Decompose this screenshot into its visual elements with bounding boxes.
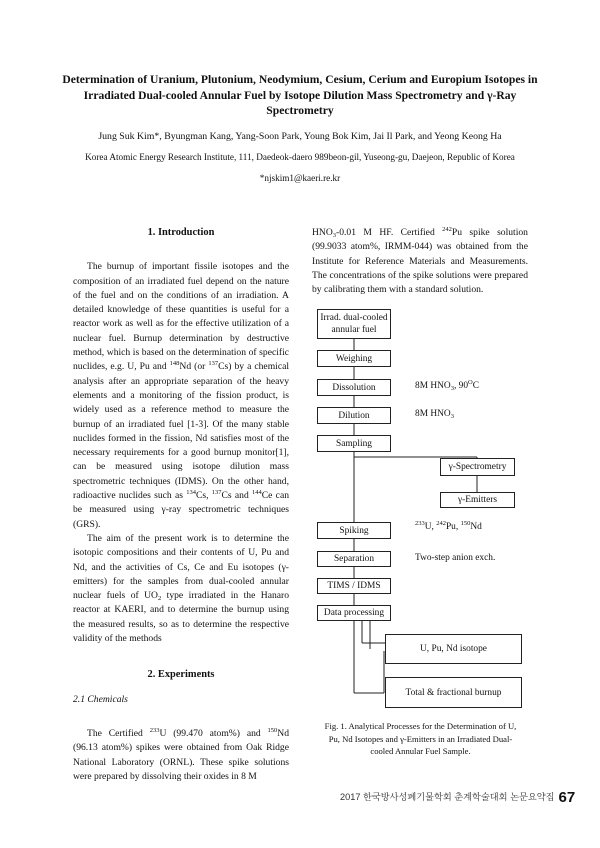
intro-heading: 1. Introduction xyxy=(147,227,215,238)
paper-title: Determination of Uranium, Plutonium, Neodymium, Cesium, Cerium and Europium Isotopes in Irradiated Dual-cooled Annular Fuel by Isotope Dilution Mass Spectrometry and γ-Ray Spectrometry xyxy=(62,73,538,117)
step-gamma-emitters: γ-Emitters xyxy=(440,492,515,508)
result-isotope: U, Pu, Nd isotope xyxy=(385,634,522,664)
page-footer xyxy=(340,789,576,806)
right-column-text: $HNO_3-0.01$ M HF. Certified $^{242}$Pu spike solution (99.9033 atom%, IRMM-044) was obtained from the Institute for Reference Materials and Measurements. The concentrations of the spike solutions were prepared by calibrating them with a standard solution. xyxy=(312,226,528,296)
spike-isotopes: $^{233}$U, $^{242}$Pu, $^{150}$Nd xyxy=(415,520,482,532)
separation-condition: Two-step anion exch. xyxy=(415,553,496,563)
step-spiking: Spiking xyxy=(317,522,391,539)
step-irradiated-fuel: Irrad. dual-cooled annular fuel xyxy=(317,309,391,339)
experiments-heading: 2. Experiments xyxy=(147,669,215,681)
dissolution-condition: 8M $HNO_3$, $90^OC$ xyxy=(415,379,479,392)
chemicals-paragraph: The Certified $^{233}$U (99.470 atom%) and $^{150}$Nd (96.13 atom%) spikes were obtained from Oak Ridge National Laboratory (ORNL). These spike solutions were prepared by dissolving their oxides in 8 M xyxy=(73,726,289,782)
chemicals-subheading: 2.1 Chemicals xyxy=(73,693,128,705)
author-email: *njskim1@kaeri.re.kr xyxy=(259,173,341,183)
step-separation: Separation xyxy=(317,551,391,567)
page-number: 67 xyxy=(558,789,576,806)
step-gamma-spectrometry: γ-Spectrometry xyxy=(440,458,515,476)
step-dilution: Dilution xyxy=(317,407,391,424)
figure-caption: Fig. 1. Analytical Processes for the Determination of U, Pu, Nd Isotopes and γ-Emitters in an Irradiated Dual-cooled Annular Fuel Sample. xyxy=(324,721,517,756)
author-list: Jung Suk Kim*, Byungman Kang, Yang-Soon Park, Young Bok Kim, Jai Il Park, and Yeong Keong Ha xyxy=(98,131,502,142)
dilution-condition: 8M $HNO_3$ xyxy=(415,409,454,420)
intro-paragraph-1: The burnup of important fissile isotopes and the composition of an irradiated fuel depend on the nature of the fuel and on the conditions of an irradiation. A detailed knowledge of these quantities is useful for a reactor work as well as for the effective utilization of a nuclear fuel. Burnup determination by destructive method, which is based on the determination of specific nuclides, e.g. U, Pu and $^{148}$Nd (or $^{137}$Cs) by a chemical analysis after an appropriate separation of the heavy elements and a monitoring of the fission product, is widely used as a reference method to measure the burnup of an irradiated fuel [1-3]. Of the many stable nuclides formed in the fission, Nd satisfies most of the necessary requirements for a good burnup monitor[1], can be measured using isotope dilution mass spectrometric techniques (IDMS). On the other hand, radioactive nuclides such as $^{134}$Cs, $^{137}$Cs and $^{144}$Ce can be measured using γ-ray spectrometric techniques (GRS). xyxy=(73,261,289,530)
intro-paragraph-2: The aim of the present work is to determine the isotopic compositions and their contents of U, Pu and Nd, and the activities of Cs, Ce and Eu isotopes (γ-emitters) for the samples from dual-cooled annular nuclear fuels of $UO_2$ type irradiated in the Hanaro reactor at KAERI, and to determine the burnup using the measured results, so as to determine the respective validity of the methods xyxy=(73,532,290,645)
left-column xyxy=(73,226,289,784)
process-flowchart xyxy=(310,305,535,717)
step-dissolution: Dissolution xyxy=(317,379,391,396)
step-weighing: Weighing xyxy=(317,350,391,367)
step-tims-idms: TIMS / IDMS xyxy=(317,578,391,594)
conference-name: 2017 한국방사성폐기물학회 춘계학술대회 논문요약집 xyxy=(340,792,555,802)
result-burnup: Total & fractional burnup xyxy=(385,677,522,708)
affiliation: Korea Atomic Energy Research Institute, 111, Daedeok-daero 989beon-gil, Yuseong-gu, Daejeon, Republic of Korea xyxy=(85,152,515,162)
step-sampling: Sampling xyxy=(317,435,391,452)
step-data-processing: Data processing xyxy=(317,605,391,621)
